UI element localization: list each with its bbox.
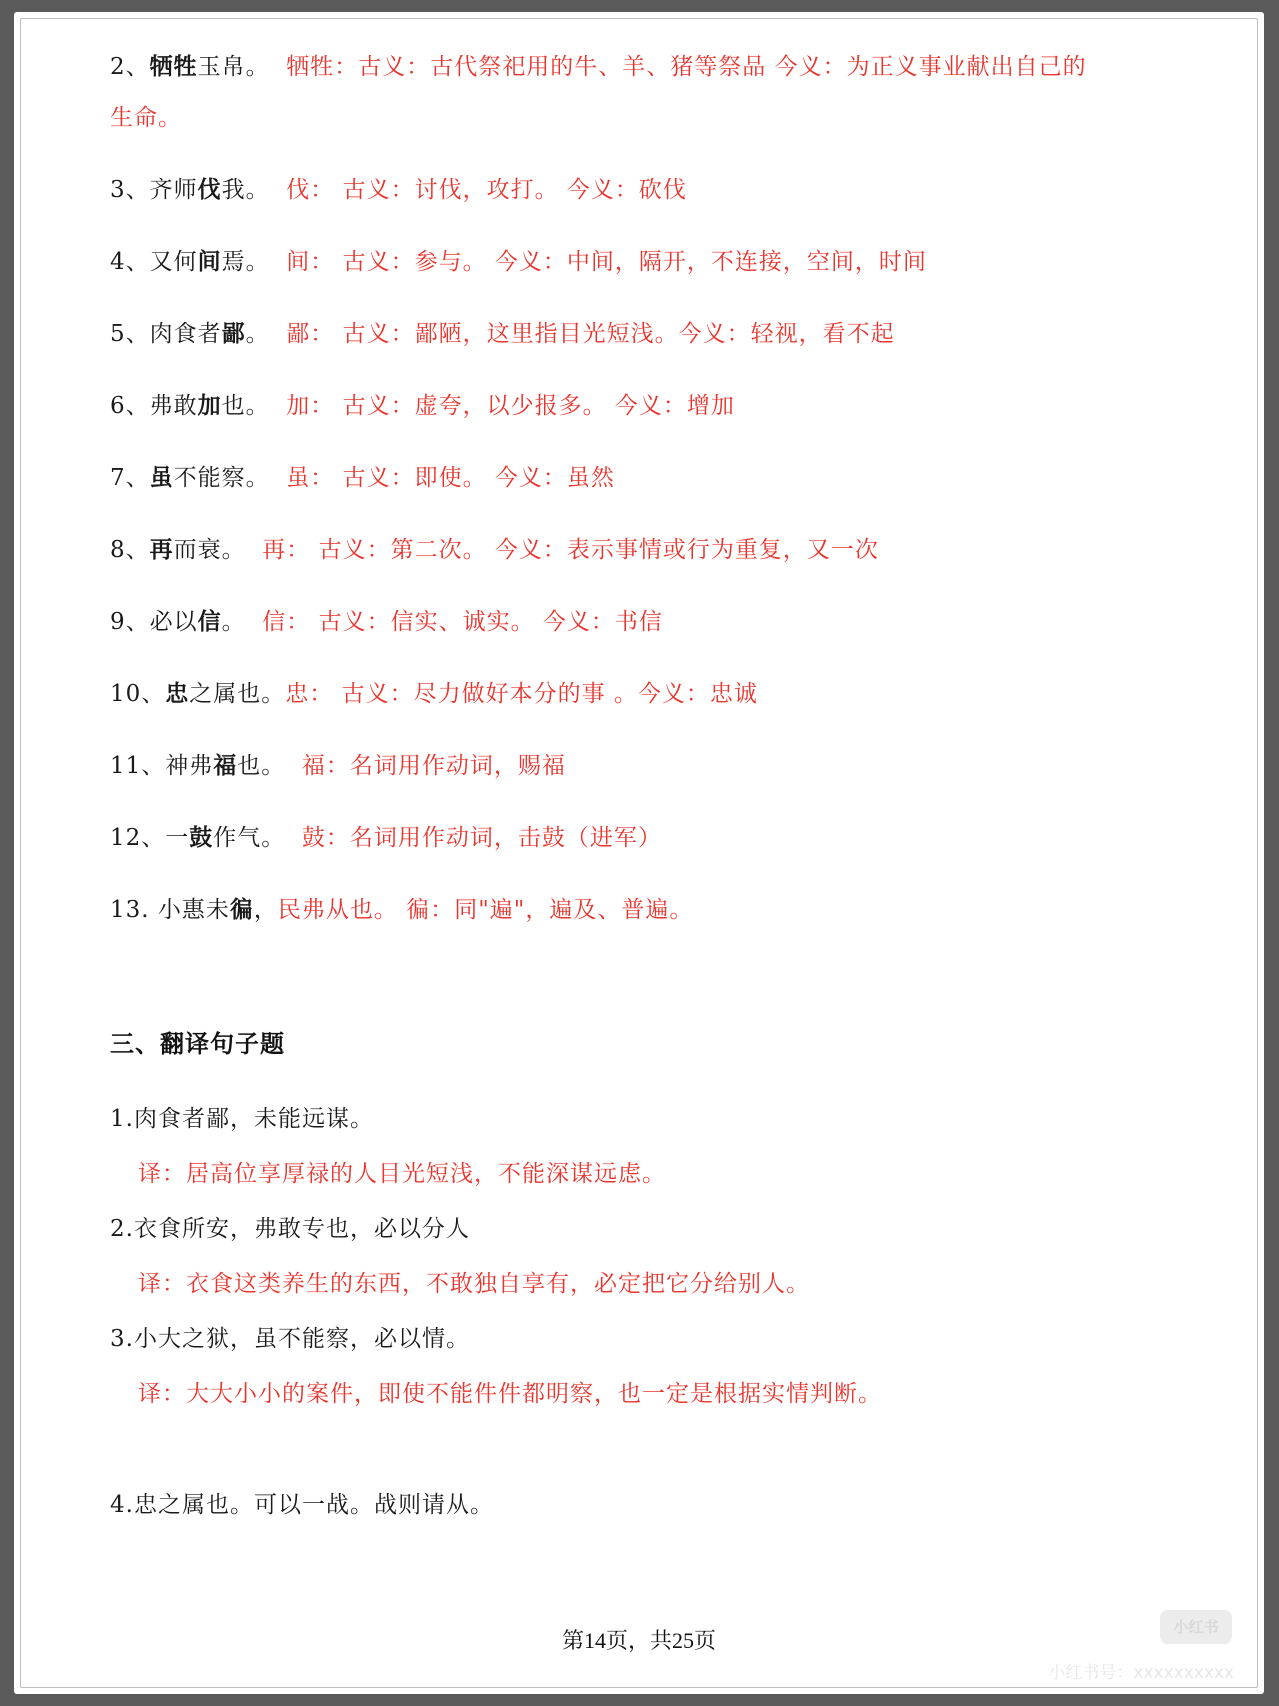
item-text-post: 而衰。: [173, 537, 246, 563]
item-text-post: ，: [253, 897, 278, 923]
item-keyword: 牺牲: [149, 53, 198, 80]
item-text-post: 焉。: [221, 249, 270, 275]
item-explanation: 信： 古义：信实、诚实。 今义：书信: [262, 609, 663, 635]
vocab-item-6: [110, 391, 735, 421]
item-number: 9、: [110, 609, 150, 635]
item-text-post: 作气。: [213, 825, 286, 851]
vocab-item-3: [110, 175, 687, 205]
item-keyword: 再: [149, 536, 174, 563]
item-keyword: 徧: [229, 896, 254, 923]
vocab-item-2: [110, 52, 1087, 82]
vocab-item-4: [110, 247, 927, 277]
item-number: 3、: [110, 177, 150, 203]
item-text-post: 。: [221, 609, 246, 635]
vocab-item-11: [110, 751, 566, 781]
vocab-item-13: [110, 895, 693, 925]
translation-question-1: 1.肉食者鄙，未能远谋。: [110, 1106, 374, 1132]
item-text-pre: 弗敢: [149, 393, 198, 419]
vocab-item-7: [110, 463, 615, 493]
item-text-pre: 神弗: [165, 753, 214, 779]
item-text-post: 玉帛。: [197, 54, 270, 80]
document-page: [14, 12, 1264, 1694]
translation-question-4: 4.忠之属也。可以一战。战则请从。: [110, 1492, 494, 1518]
item-keyword: 鄙: [221, 320, 246, 347]
item-keyword: 忠: [165, 680, 190, 707]
item-number: 13.: [110, 897, 158, 923]
item-text-post: 也。: [221, 393, 270, 419]
item-explanation: 忠： 古义：尽力做好本分的事 。今义：忠诚: [285, 681, 758, 707]
translation-answer-2: 译：衣食这类养生的东西，不敢独自享有，必定把它分给别人。: [138, 1271, 810, 1297]
translation-question-3: 3.小大之狱，虽不能察，必以情。: [110, 1326, 470, 1352]
vocab-item-9: [110, 607, 663, 637]
item-explanation: 再： 古义：第二次。 今义：表示事情或行为重复，又一次: [262, 537, 879, 563]
item-explanation: 牺牲：古义：古代祭祀用的牛、羊、猪等祭品 今义：为正义事业献出自己的: [286, 54, 1087, 80]
item-explanation-continued: 生命。: [110, 105, 182, 131]
vocab-item-8: [110, 535, 879, 565]
item-keyword: 福: [213, 752, 238, 779]
item-explanation: 虽： 古义：即使。 今义：虽然: [286, 465, 615, 491]
vocab-item-12: [110, 823, 662, 853]
watermark-logo: 小红书: [1160, 1610, 1232, 1644]
translation-answer-1: 译：居高位享厚禄的人目光短浅，不能深谋远虑。: [138, 1161, 666, 1187]
vocab-item-2-continued: [110, 103, 182, 133]
item-explanation: 福：名词用作动词，赐福: [301, 753, 566, 779]
item-text-post: 不能察。: [173, 465, 270, 491]
item-number: 2、: [110, 54, 150, 80]
item-text-pre: 一: [165, 825, 190, 851]
vocab-item-5: [110, 319, 895, 349]
item-keyword: 间: [197, 248, 222, 275]
item-explanation: 间： 古义：参与。 今义：中间，隔开，不连接，空间，时间: [286, 249, 927, 275]
translation-answer-3: 译：大大小小的案件，即使不能件件都明察，也一定是根据实情判断。: [138, 1381, 882, 1407]
item-text-pre: 又何: [149, 249, 198, 275]
item-explanation: 鄙： 古义：鄙陋，这里指目光短浅。今义：轻视，看不起: [286, 321, 895, 347]
item-text-pre: 肉食者: [149, 321, 222, 347]
item-explanation: 加： 古义：虚夸，以少报多。 今义：增加: [286, 393, 735, 419]
watermark-text: 小红书号：xxxxxxxxxx: [1048, 1663, 1234, 1683]
item-text-post: 我。: [221, 177, 270, 203]
item-explanation: 民弗从也。 徧：同"遍"，遍及、普遍。: [277, 897, 694, 923]
item-text-pre: 齐师: [149, 177, 198, 203]
item-number: 5、: [110, 321, 150, 347]
item-number: 4、: [110, 249, 150, 275]
item-number: 6、: [110, 393, 150, 419]
section-heading: 三、翻译句子题: [110, 1030, 285, 1058]
item-keyword: 信: [197, 608, 222, 635]
item-text-post: 也。: [237, 753, 286, 779]
item-text-post: 之属也。: [189, 681, 286, 707]
item-keyword: 加: [197, 392, 222, 419]
item-keyword: 虽: [149, 464, 174, 491]
item-number: 12、: [110, 825, 166, 851]
vocab-item-10: [110, 679, 758, 709]
item-keyword: 鼓: [189, 824, 214, 851]
item-text-post: 。: [245, 321, 270, 347]
item-number: 8、: [110, 537, 150, 563]
item-text-pre: 小惠未: [157, 897, 230, 923]
item-text-pre: 必以: [149, 609, 198, 635]
item-explanation: 伐： 古义：讨伐，攻打。 今义：砍伐: [286, 177, 687, 203]
item-keyword: 伐: [197, 176, 222, 203]
translation-question-2: 2.衣食所安，弗敢专也，必以分人: [110, 1216, 470, 1242]
item-explanation: 鼓：名词用作动词，击鼓（进军）: [301, 825, 662, 851]
page-number: 第14页，共25页: [561, 1628, 716, 1653]
item-number: 11、: [110, 753, 166, 779]
item-number: 7、: [110, 465, 150, 491]
item-number: 10、: [110, 681, 166, 707]
